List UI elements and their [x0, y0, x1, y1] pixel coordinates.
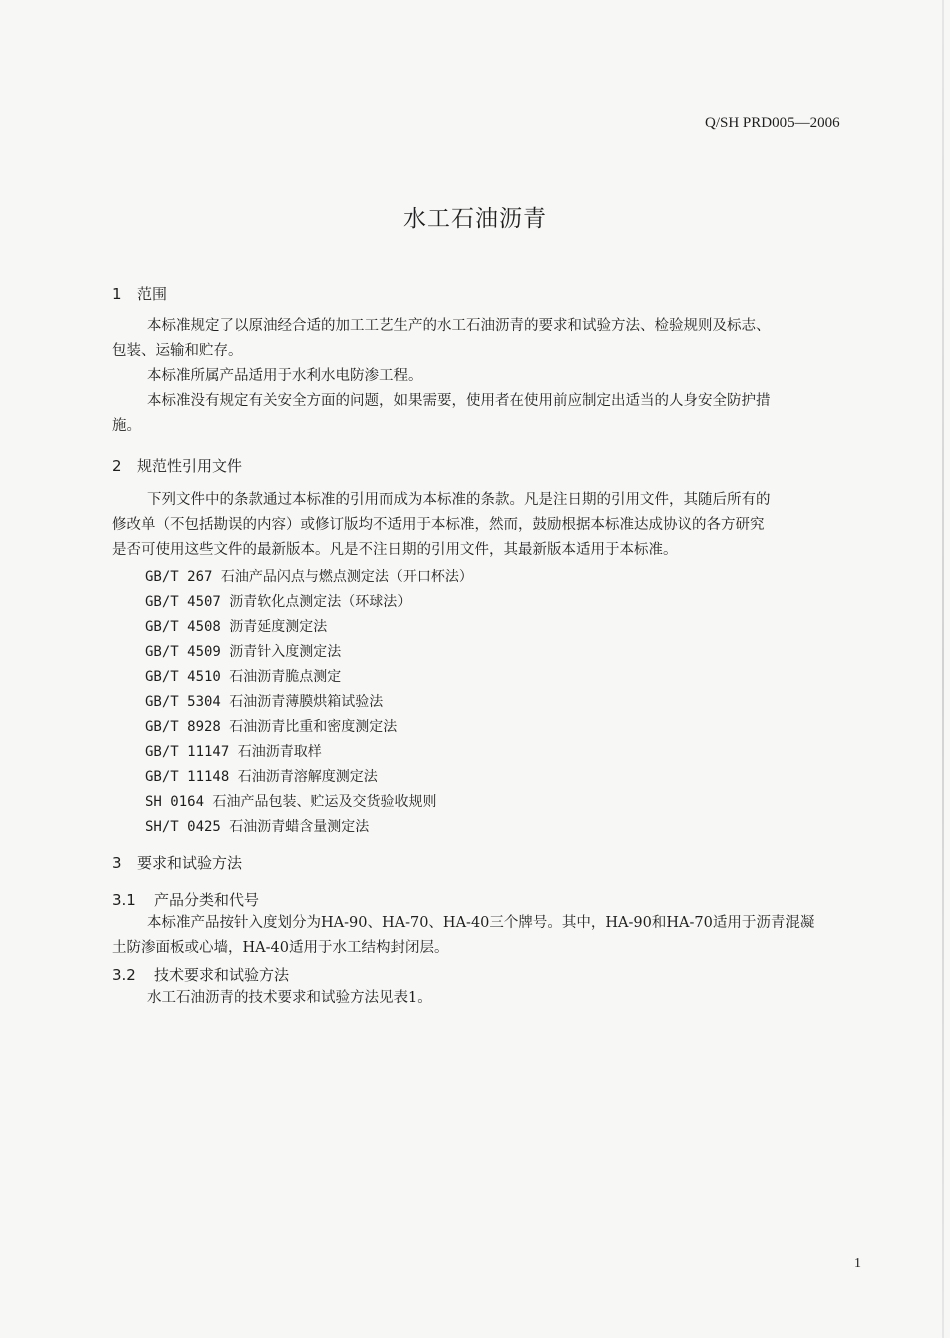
reference-item: [145, 691, 383, 711]
reference-item: [145, 591, 411, 611]
paragraph-line: 是否可使用这些文件的最新版本。凡是不注日期的引用文件，其最新版本适用于本标准。: [112, 542, 678, 558]
subsection-number: 3.2: [112, 966, 136, 984]
section-title: 要求和试验方法: [137, 854, 243, 872]
reference-item: [145, 741, 322, 761]
subsection-3-2-heading: [112, 964, 289, 985]
reference-code: SH 0164: [145, 794, 205, 810]
paragraph-line: 修改单（不包括勘误的内容）或修订版均不适用于本标准，然而，鼓励根据本标准达成协议的各方研究: [112, 517, 765, 533]
reference-item: [145, 666, 341, 686]
reference-code: GB/T 4509: [145, 644, 221, 660]
reference-title: 石油沥青蜡含量测定法: [229, 819, 370, 835]
document-title: 水工石油沥青: [403, 206, 547, 232]
section-number: 2: [112, 457, 122, 475]
section-number: 1: [112, 285, 122, 303]
section-title: 规范性引用文件: [137, 457, 243, 475]
reference-code: GB/T 8928: [145, 719, 221, 735]
reference-code: GB/T 267: [145, 569, 213, 585]
reference-item: [145, 766, 378, 786]
reference-title: 石油产品包装、贮运及交货验收规则: [212, 794, 437, 810]
reference-title: 石油沥青脆点测定: [229, 669, 342, 685]
reference-title: 沥青针入度测定法: [229, 644, 342, 660]
reference-title: 石油沥青薄膜烘箱试验法: [229, 694, 384, 710]
subsection-3-1-heading: [112, 889, 259, 910]
reference-title: 沥青软化点测定法（环球法）: [229, 594, 412, 610]
paragraph-line: 本标准规定了以原油经合适的加工工艺生产的水工石油沥青的要求和试验方法、检验规则及标志、: [147, 318, 771, 334]
paragraph-line: 水工石油沥青的技术要求和试验方法见表1。: [147, 990, 432, 1006]
paragraph-line: 本标准没有规定有关安全方面的问题，如果需要，使用者在使用前应制定出适当的人身安全防护措: [147, 393, 771, 409]
reference-item: [145, 616, 327, 636]
reference-title: 石油产品闪点与燃点测定法（开口杯法）: [220, 569, 473, 585]
reference-title: 沥青延度测定法: [229, 619, 328, 635]
subsection-title: 技术要求和试验方法: [154, 966, 290, 984]
reference-item: [145, 716, 397, 736]
reference-item: [145, 791, 436, 811]
section-2-heading: [112, 455, 242, 476]
reference-code: SH/T 0425: [145, 819, 221, 835]
reference-code: GB/T 4508: [145, 619, 221, 635]
paragraph-line: 土防渗面板或心墙，HA-40适用于水工结构封闭层。: [112, 940, 449, 956]
reference-code: GB/T 5304: [145, 694, 221, 710]
paragraph-line: 下列文件中的条款通过本标准的引用而成为本标准的条款。凡是注日期的引用文件，其随后所有的: [147, 492, 771, 508]
paragraph-line: 包装、运输和贮存。: [112, 343, 243, 359]
reference-title: 石油沥青溶解度测定法: [237, 769, 378, 785]
reference-code: GB/T 11147: [145, 744, 230, 760]
reference-code: GB/T 4510: [145, 669, 221, 685]
reference-item: [145, 816, 369, 836]
section-1-heading: [112, 283, 167, 304]
reference-code: GB/T 11148: [145, 769, 230, 785]
subsection-title: 产品分类和代号: [154, 891, 260, 909]
section-title: 范围: [137, 285, 168, 303]
reference-item: [145, 641, 341, 661]
reference-item: [145, 566, 473, 586]
section-3-heading: [112, 852, 242, 873]
reference-code: GB/T 4507: [145, 594, 221, 610]
paragraph-line: 本标准所属产品适用于水利水电防渗工程。: [147, 368, 423, 384]
paragraph-line: 本标准产品按针入度划分为HA-90、HA-70、HA-40三个牌号。其中，HA-90和HA-70适用于沥青混凝: [147, 915, 815, 931]
page-number: 1: [854, 1256, 861, 1271]
reference-title: 石油沥青比重和密度测定法: [229, 719, 398, 735]
standard-code: Q/SH PRD005—2006: [705, 115, 840, 131]
section-number: 3: [112, 854, 122, 872]
reference-title: 石油沥青取样: [237, 744, 322, 760]
paragraph-line: 施。: [112, 418, 141, 434]
subsection-number: 3.1: [112, 891, 136, 909]
